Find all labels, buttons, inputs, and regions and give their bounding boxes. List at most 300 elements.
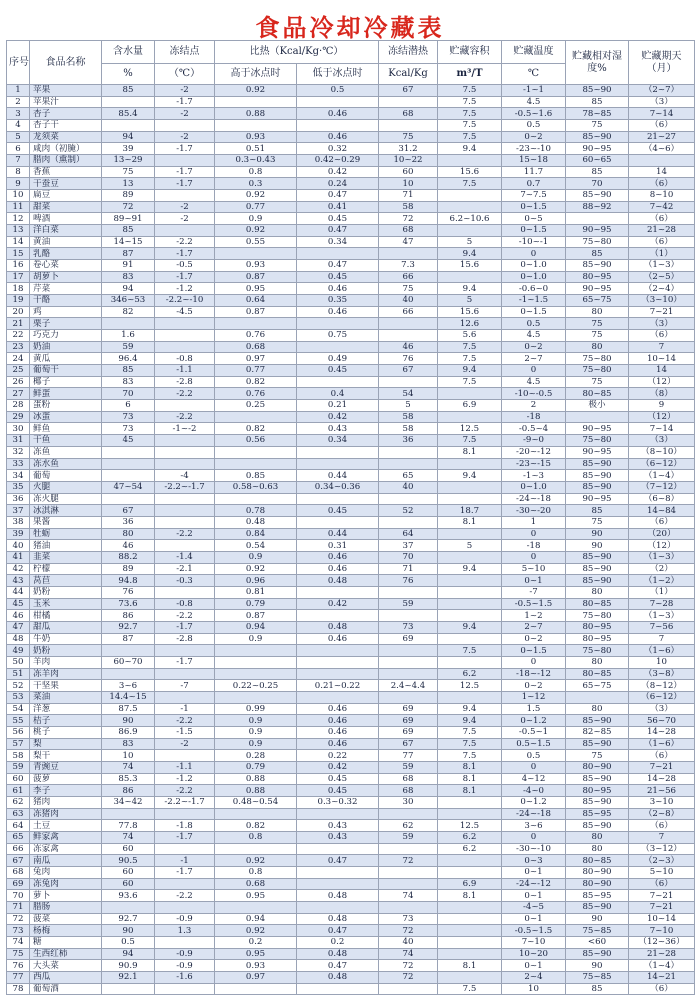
cell-no: 76 (7, 960, 30, 972)
cell-no: 53 (7, 691, 30, 703)
cell-name: 奶粉 (30, 586, 102, 598)
cell-storage-volume: 7.5 (438, 353, 502, 365)
cell-freeze-point (155, 318, 215, 330)
cell-humidity: 80~95 (566, 621, 629, 633)
cell-below-freeze: 0.35 (297, 295, 379, 307)
cell-storage-temp: 0.7 (502, 178, 566, 190)
cell-no: 39 (7, 528, 30, 540)
cell-no: 36 (7, 493, 30, 505)
cell-storage-temp: 0~1.0 (502, 260, 566, 272)
cell-storage-temp: 1~12 (502, 691, 566, 703)
cell-above-freeze: 0.97 (215, 972, 297, 984)
cell-below-freeze (297, 656, 379, 668)
cell-above-freeze: 0.25 (215, 400, 297, 412)
table-row (7, 575, 695, 587)
table-row (7, 621, 695, 633)
cell-name: 冻兔肉 (30, 878, 102, 890)
cell-storage-volume: 15.6 (438, 306, 502, 318)
cell-period: （2~7） (629, 85, 695, 97)
cell-below-freeze (297, 808, 379, 820)
cell-storage-temp: 3~6 (502, 820, 566, 832)
cell-freeze-point: -1.8 (155, 820, 215, 832)
cell-freeze-point: -1.7 (155, 832, 215, 844)
header-period: 贮藏期天（月） (629, 41, 695, 85)
cell-freeze-point: -0.8 (155, 598, 215, 610)
cell-above-freeze: 0.9 (215, 551, 297, 563)
cell-latent-heat (379, 645, 438, 657)
cell-name: 奶粉 (30, 645, 102, 657)
cell-period: 7 (629, 832, 695, 844)
cell-storage-temp: 0~3 (502, 855, 566, 867)
cell-name: 腊肠 (30, 902, 102, 914)
cell-humidity: 85~95 (566, 808, 629, 820)
cell-freeze-point: -2.2 (155, 411, 215, 423)
cell-below-freeze (297, 878, 379, 890)
table-row (7, 785, 695, 797)
cell-latent-heat: 69 (379, 633, 438, 645)
cell-period: （1~3） (629, 260, 695, 272)
cell-period: （8） (629, 388, 695, 400)
cell-period: 7 (629, 341, 695, 353)
cell-storage-volume: 6.9 (438, 878, 502, 890)
cell-above-freeze: 0.87 (215, 271, 297, 283)
cell-humidity: 80~95 (566, 271, 629, 283)
cell-humidity: 90 (566, 913, 629, 925)
cell-water: 92.7 (102, 913, 155, 925)
cell-freeze-point (155, 505, 215, 517)
cell-storage-temp: -0.5~1.5 (502, 598, 566, 610)
cell-storage-temp: 0~1 (502, 913, 566, 925)
cell-above-freeze (215, 645, 297, 657)
cell-storage-temp: 0~1 (502, 890, 566, 902)
cell-humidity: 85 (566, 248, 629, 260)
table-row (7, 85, 695, 97)
cell-period: 21~56 (629, 785, 695, 797)
cell-no: 35 (7, 481, 30, 493)
cell-freeze-point: -2 (155, 213, 215, 225)
cell-storage-volume: 7.5 (438, 376, 502, 388)
cell-below-freeze: 0.46 (297, 306, 379, 318)
cell-above-freeze: 0.56 (215, 435, 297, 447)
cell-below-freeze: 0.49 (297, 353, 379, 365)
cell-storage-temp: 0.5 (502, 120, 566, 132)
cell-latent-heat: 73 (379, 621, 438, 633)
cell-freeze-point: -1.7 (155, 248, 215, 260)
cell-storage-volume: 12.5 (438, 423, 502, 435)
cell-humidity: 85~95 (566, 890, 629, 902)
cell-period: （6） (629, 178, 695, 190)
cell-above-freeze: 0.76 (215, 388, 297, 400)
cell-freeze-point: -1 (155, 855, 215, 867)
cell-latent-heat: 47 (379, 236, 438, 248)
cell-no: 73 (7, 925, 30, 937)
cell-storage-volume: 7.5 (438, 120, 502, 132)
cell-period: （3） (629, 435, 695, 447)
cell-above-freeze (215, 458, 297, 470)
cell-above-freeze (215, 902, 297, 914)
cell-water: 46 (102, 540, 155, 552)
cell-name: 冰蛋 (30, 411, 102, 423)
cell-latent-heat: 59 (379, 598, 438, 610)
table-header (7, 41, 695, 85)
cell-above-freeze: 0.3~0.43 (215, 155, 297, 167)
cell-name: 葡萄干 (30, 365, 102, 377)
cell-period: 14 (629, 166, 695, 178)
cell-latent-heat: 69 (379, 726, 438, 738)
cell-storage-temp: 0~1.5 (502, 201, 566, 213)
table-row (7, 423, 695, 435)
cell-freeze-point: -0.8 (155, 353, 215, 365)
cell-water: 36 (102, 516, 155, 528)
cell-below-freeze (297, 586, 379, 598)
cell-storage-temp: -23~-10 (502, 143, 566, 155)
cell-no: 78 (7, 983, 30, 995)
cell-water: 14.4~15 (102, 691, 155, 703)
cell-period: 7~56 (629, 621, 695, 633)
table-row (7, 633, 695, 645)
cell-period: （6~12） (629, 691, 695, 703)
cell-name: 鲜鱼 (30, 423, 102, 435)
cell-no: 67 (7, 855, 30, 867)
cell-water: 86.9 (102, 726, 155, 738)
cell-above-freeze: 0.95 (215, 890, 297, 902)
page-title: 食品冷却冷藏表 (255, 14, 445, 42)
cell-no: 42 (7, 563, 30, 575)
cell-no: 14 (7, 236, 30, 248)
cell-latent-heat: 74 (379, 948, 438, 960)
cell-name: 干蚕豆 (30, 178, 102, 190)
cell-name: 乳酪 (30, 248, 102, 260)
cell-freeze-point: -2 (155, 85, 215, 97)
cell-humidity: 78~85 (566, 108, 629, 120)
cell-storage-volume (438, 201, 502, 213)
cell-below-freeze: 0.42 (297, 411, 379, 423)
cell-storage-temp: -10~-1 (502, 236, 566, 248)
cell-humidity: 80 (566, 341, 629, 353)
cell-name: 椰子 (30, 376, 102, 388)
table-body (7, 85, 695, 995)
cell-name: 啤酒 (30, 213, 102, 225)
cell-storage-temp: 0~1.2 (502, 715, 566, 727)
cell-period: （6） (629, 983, 695, 995)
cell-storage-temp: 5~10 (502, 563, 566, 575)
cell-freeze-point (155, 645, 215, 657)
cell-freeze-point (155, 691, 215, 703)
cell-latent-heat: 66 (379, 271, 438, 283)
table-row (7, 353, 695, 365)
cell-below-freeze: 0.47 (297, 225, 379, 237)
table-row (7, 166, 695, 178)
cell-latent-heat: 69 (379, 703, 438, 715)
cell-freeze-point: -1.1 (155, 365, 215, 377)
cell-above-freeze: 0.79 (215, 761, 297, 773)
cell-name: 桔子 (30, 715, 102, 727)
cell-above-freeze: 0.87 (215, 610, 297, 622)
cell-below-freeze: 0.45 (297, 271, 379, 283)
cell-no: 54 (7, 703, 30, 715)
table-row (7, 890, 695, 902)
cell-above-freeze (215, 248, 297, 260)
cell-freeze-point: -2.2 (155, 610, 215, 622)
cell-above-freeze: 0.92 (215, 85, 297, 97)
cell-storage-temp: 15~18 (502, 155, 566, 167)
cell-water: 13 (102, 178, 155, 190)
cell-water: 70 (102, 388, 155, 400)
cell-latent-heat (379, 458, 438, 470)
cell-humidity: 85~90 (566, 131, 629, 143)
cell-no: 62 (7, 796, 30, 808)
cell-latent-heat (379, 668, 438, 680)
cell-humidity: 88~92 (566, 201, 629, 213)
cell-storage-temp: 0 (502, 551, 566, 563)
cell-above-freeze (215, 96, 297, 108)
cell-storage-volume: 6.2~10.6 (438, 213, 502, 225)
cell-humidity (566, 213, 629, 225)
cell-water: 94 (102, 283, 155, 295)
cell-freeze-point: -1.7 (155, 143, 215, 155)
cell-latent-heat: 62 (379, 820, 438, 832)
cell-name: 青豌豆 (30, 761, 102, 773)
cell-below-freeze (297, 446, 379, 458)
cell-above-freeze: 0.51 (215, 143, 297, 155)
cell-storage-volume (438, 656, 502, 668)
cell-latent-heat: 67 (379, 85, 438, 97)
cell-period: （6） (629, 516, 695, 528)
cell-no: 33 (7, 458, 30, 470)
cell-freeze-point: -2 (155, 201, 215, 213)
cell-storage-temp: -24~-18 (502, 493, 566, 505)
cell-period: （12） (629, 411, 695, 423)
cell-no: 30 (7, 423, 30, 435)
cell-humidity: 75~85 (566, 925, 629, 937)
table-row (7, 213, 695, 225)
cell-period: （7~12） (629, 481, 695, 493)
cell-storage-temp: 11.7 (502, 166, 566, 178)
cell-freeze-point: -2.8 (155, 633, 215, 645)
cell-above-freeze: 0.68 (215, 878, 297, 890)
cell-storage-volume: 12.5 (438, 680, 502, 692)
table-row (7, 493, 695, 505)
cell-water: 60 (102, 867, 155, 879)
table-row (7, 131, 695, 143)
cell-latent-heat: 76 (379, 353, 438, 365)
cell-storage-temp: 0~1.5 (502, 225, 566, 237)
cell-period: 3~10 (629, 796, 695, 808)
cell-above-freeze: 0.28 (215, 750, 297, 762)
cell-humidity: 65~75 (566, 295, 629, 307)
cell-humidity: 80 (566, 656, 629, 668)
table-row (7, 656, 695, 668)
cell-water (102, 318, 155, 330)
table-row (7, 108, 695, 120)
cell-storage-volume: 7.5 (438, 85, 502, 97)
cell-storage-volume (438, 575, 502, 587)
cell-name: 火腿 (30, 481, 102, 493)
cell-period: （2） (629, 563, 695, 575)
cell-storage-temp: 0~1 (502, 867, 566, 879)
cell-no: 23 (7, 341, 30, 353)
cell-period: 7~21 (629, 902, 695, 914)
cell-latent-heat (379, 902, 438, 914)
cell-latent-heat: 59 (379, 761, 438, 773)
cell-period: 14~21 (629, 972, 695, 984)
cell-freeze-point (155, 493, 215, 505)
cell-no: 3 (7, 108, 30, 120)
header-storage-temp: 贮藏温度 (502, 41, 566, 64)
cell-above-freeze: 0.9 (215, 633, 297, 645)
cell-name: 糖 (30, 937, 102, 949)
cell-latent-heat: 76 (379, 575, 438, 587)
cell-storage-temp: 4.5 (502, 330, 566, 342)
table-row (7, 902, 695, 914)
cell-latent-heat (379, 808, 438, 820)
cell-below-freeze: 0.43 (297, 832, 379, 844)
cell-no: 4 (7, 120, 30, 132)
cell-period: （12~36） (629, 937, 695, 949)
cell-humidity: 82~85 (566, 726, 629, 738)
cell-below-freeze: 0.45 (297, 213, 379, 225)
cell-above-freeze: 0.3 (215, 178, 297, 190)
cell-above-freeze (215, 983, 297, 995)
cell-water: 83 (102, 271, 155, 283)
cell-freeze-point: -2.2 (155, 388, 215, 400)
cell-water: 86 (102, 610, 155, 622)
cell-latent-heat: 58 (379, 201, 438, 213)
cell-period: 21~28 (629, 225, 695, 237)
cell-no: 69 (7, 878, 30, 890)
cell-latent-heat (379, 878, 438, 890)
cell-no: 49 (7, 645, 30, 657)
cell-below-freeze: 0.21 (297, 400, 379, 412)
cell-period: （6） (629, 820, 695, 832)
cell-storage-volume (438, 481, 502, 493)
cell-storage-volume (438, 925, 502, 937)
cell-latent-heat (379, 516, 438, 528)
table-row (7, 481, 695, 493)
cell-above-freeze (215, 656, 297, 668)
cell-name: 生西红柿 (30, 948, 102, 960)
cell-water (102, 645, 155, 657)
cell-period: 7~21 (629, 761, 695, 773)
cell-storage-volume: 8.1 (438, 773, 502, 785)
cell-below-freeze (297, 867, 379, 879)
cell-no: 55 (7, 715, 30, 727)
cell-humidity: 80 (566, 832, 629, 844)
cell-storage-volume (438, 913, 502, 925)
cell-storage-volume (438, 586, 502, 598)
cell-latent-heat: 73 (379, 913, 438, 925)
cell-no: 59 (7, 761, 30, 773)
cell-name: 土豆 (30, 820, 102, 832)
table-row (7, 715, 695, 727)
cell-above-freeze: 0.48~0.54 (215, 796, 297, 808)
cell-no: 65 (7, 832, 30, 844)
cell-period: （6~8） (629, 493, 695, 505)
cell-water: 89 (102, 563, 155, 575)
cell-no: 28 (7, 400, 30, 412)
cell-above-freeze: 0.95 (215, 283, 297, 295)
cell-storage-temp: 0 (502, 761, 566, 773)
cell-no: 41 (7, 551, 30, 563)
cell-latent-heat: 10~22 (379, 155, 438, 167)
table-row (7, 295, 695, 307)
cell-storage-volume: 5.6 (438, 330, 502, 342)
cell-latent-heat: 67 (379, 738, 438, 750)
cell-period: （4~6） (629, 143, 695, 155)
cell-below-freeze: 0.46 (297, 703, 379, 715)
cell-water: 85 (102, 365, 155, 377)
cell-humidity: 75 (566, 120, 629, 132)
cell-name: 龙须菜 (30, 131, 102, 143)
cell-below-freeze (297, 248, 379, 260)
cell-no: 5 (7, 131, 30, 143)
cell-below-freeze: 0.48 (297, 913, 379, 925)
cell-latent-heat: 72 (379, 925, 438, 937)
table-row (7, 516, 695, 528)
cell-storage-volume: 6.2 (438, 668, 502, 680)
cell-storage-volume (438, 855, 502, 867)
cell-name: 蛋粉 (30, 400, 102, 412)
cell-storage-volume: 7.5 (438, 435, 502, 447)
cell-latent-heat: 10 (379, 178, 438, 190)
cell-freeze-point (155, 902, 215, 914)
cell-storage-volume (438, 551, 502, 563)
cell-period: （3） (629, 318, 695, 330)
cell-period: （6） (629, 750, 695, 762)
cell-freeze-point (155, 190, 215, 202)
cell-name: 葡萄 (30, 470, 102, 482)
cell-humidity: 75~80 (566, 236, 629, 248)
cell-above-freeze: 0.87 (215, 306, 297, 318)
cell-above-freeze: 0.9 (215, 213, 297, 225)
cell-name: 莴苣 (30, 575, 102, 587)
cell-storage-volume (438, 225, 502, 237)
cell-humidity: 80~90 (566, 867, 629, 879)
cell-above-freeze: 0.94 (215, 621, 297, 633)
cell-below-freeze: 0.45 (297, 785, 379, 797)
cell-period: 8~10 (629, 190, 695, 202)
cell-storage-volume: 12.6 (438, 318, 502, 330)
cell-name: 柠檬 (30, 563, 102, 575)
cell-no: 72 (7, 913, 30, 925)
cell-freeze-point: -2.1 (155, 563, 215, 575)
cell-period: （1~4） (629, 960, 695, 972)
cell-freeze-point: 1.3 (155, 925, 215, 937)
cell-period: （3） (629, 703, 695, 715)
cell-humidity: 85~90 (566, 773, 629, 785)
cell-freeze-point (155, 458, 215, 470)
cell-humidity: <60 (566, 937, 629, 949)
cell-period: （20） (629, 528, 695, 540)
cell-storage-volume: 7.5 (438, 726, 502, 738)
table-row (7, 470, 695, 482)
table-row (7, 832, 695, 844)
table-row (7, 376, 695, 388)
cell-freeze-point (155, 155, 215, 167)
cell-above-freeze: 0.79 (215, 598, 297, 610)
cell-storage-temp: -0.5~1.6 (502, 108, 566, 120)
cell-storage-temp: 0 (502, 528, 566, 540)
cell-storage-volume (438, 691, 502, 703)
cell-humidity: 85~90 (566, 902, 629, 914)
cell-humidity: 80 (566, 586, 629, 598)
cell-storage-temp: 10~20 (502, 948, 566, 960)
cell-storage-temp: 0~1 (502, 575, 566, 587)
cell-below-freeze: 0.75 (297, 330, 379, 342)
cell-below-freeze: 0.45 (297, 365, 379, 377)
cell-below-freeze: 0.41 (297, 201, 379, 213)
cell-freeze-point (155, 983, 215, 995)
